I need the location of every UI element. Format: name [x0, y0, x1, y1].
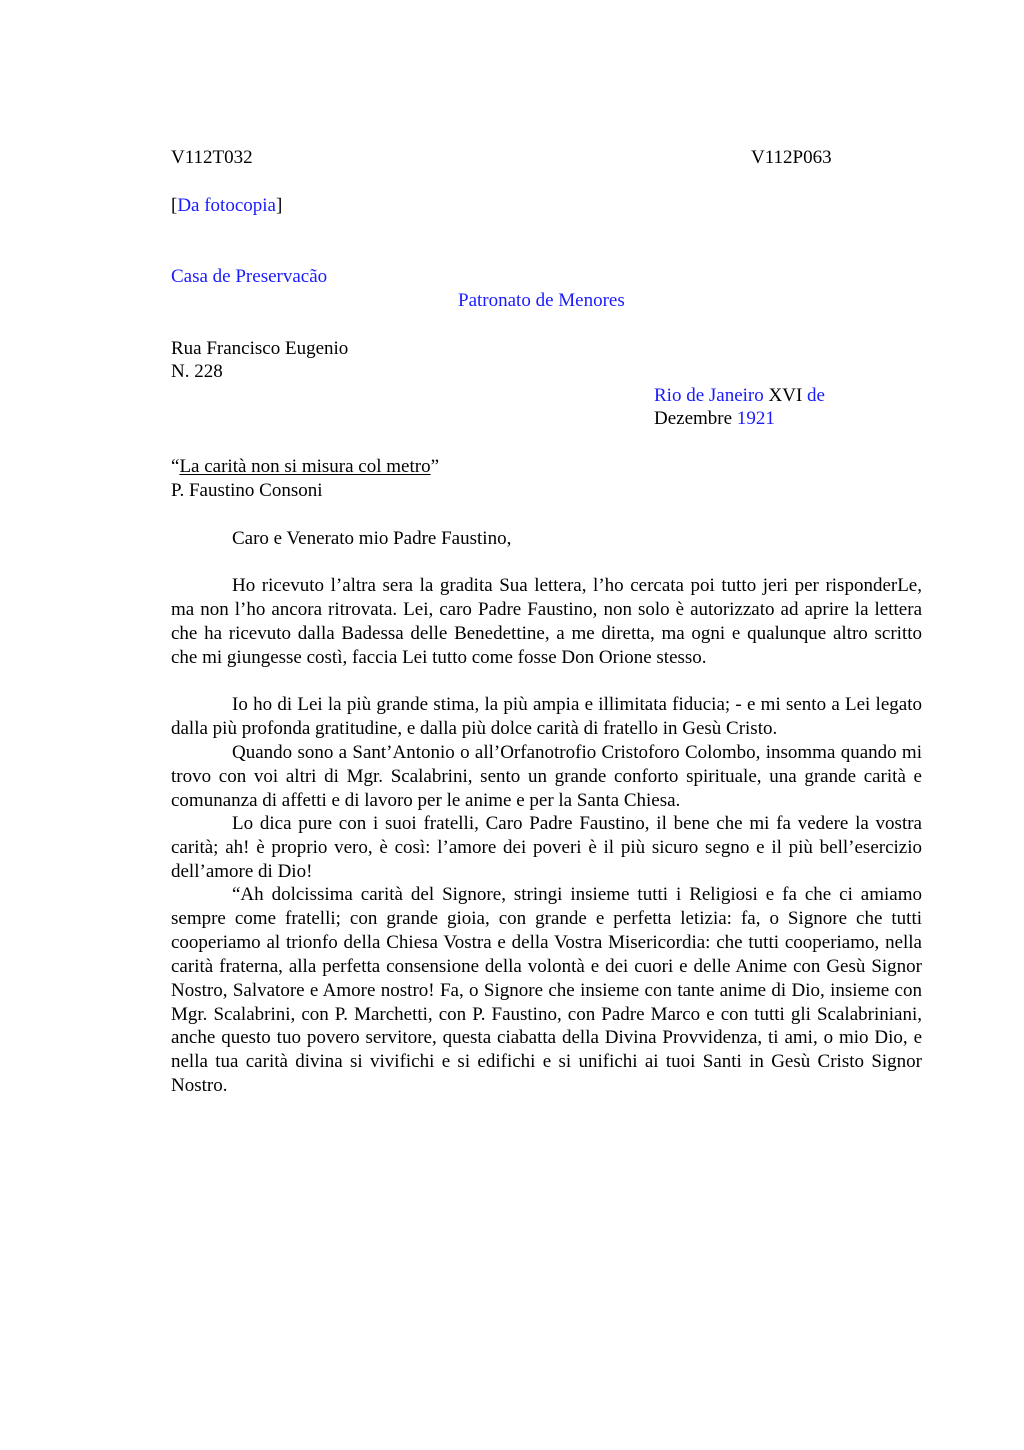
source-note-close-bracket: ] — [275, 195, 283, 216]
dateline-year: 1921 — [736, 408, 775, 429]
source-note — [171, 194, 282, 218]
address-street: Rua Francisco Eugenio — [171, 338, 349, 359]
letterhead-organization: Casa de Preservacão — [171, 266, 328, 287]
motto — [171, 455, 439, 479]
dateline-city: Rio de Janeiro — [654, 385, 764, 406]
address-number: N. 228 — [171, 361, 223, 382]
document-code-right: V112P063 — [751, 147, 832, 168]
salutation: Caro e Venerato mio Padre Faustino, — [232, 528, 512, 549]
dateline-de: de — [807, 385, 825, 406]
dateline-month: Dezembre — [654, 408, 733, 429]
dateline-second-line — [654, 407, 775, 431]
source-note-open-bracket: [ — [171, 195, 178, 216]
paragraph-5-prayer: “Ah dolcissima carità del Signore, stringi insieme tutti i Religiosi e fa che ci amiamo sempre come fratelli; con grande gioia, con grande e perfetta letizia: fa, o Signore che tutti cooperiamo al trionfo della Chiesa Vostra e della Vostra Misericordia: che tutti cooperiamo, nella carità fraterna, alla perfetta consensione della volontà e dei cuori e delle Anime con Gesù Signor Nostro, Salvatore e Amore nostro! Fa, o Signore che insieme con tante anime di Dio, insieme con Mgr. Scalabrini, con P. Marchetti, con P. Faustino, con Padre Marco e con tutti gli Scalabriniani, anche questo tuo povero servitore, questa ciabatta della Divina Provvidenza, ti ami, o mio Dio, e nella tua carità divina si vivifichi e si edifichi e si unifichi ai tuoi Santi in Gesù Cristo Signor Nostro. — [171, 884, 922, 1097]
dateline-first-line — [654, 384, 825, 408]
paragraph-3: Quando sono a Sant’Antonio o all’Orfanotrofio Cristoforo Colombo, insomma quando mi trovo con voi altri di Mgr. Scalabrini, sento un grande conforto spirituale, una grande carità e comunanza di affetti e di lavoro per le anime e per la Santa Chiesa. — [171, 742, 922, 811]
paragraph-2: Io ho di Lei la più grande stima, la più ampia e illimitata fiducia; - e mi sento a Lei legato dalla più profonda gratitudine, e dalla più dolce carità di fratello in Gesù Cristo. — [171, 694, 922, 739]
motto-open-quote: “ — [171, 456, 180, 477]
source-note-text: Da fotocopia — [177, 195, 276, 216]
motto-text: La carità non si misura col metro — [179, 456, 431, 477]
paragraph-1: Ho ricevuto l’altra sera la gradita Sua lettera, l’ho cercata poi tutto jeri per risponderLe, ma non l’ho ancora ritrovata. Lei, caro Padre Faustino, non solo è autorizzato ad aprire la lettera che ha ricevuto dalla Badessa delle Benedettine, a me diretta, ma ogni e qualunque altro scritto che mi giungesse costì, faccia Lei tutto come fosse Don Orione stesso. — [171, 575, 922, 668]
letterhead-suborganization: Patronato de Menores — [458, 290, 625, 311]
dateline-day: XVI — [768, 385, 803, 406]
paragraph-4: Lo dica pure con i suoi fratelli, Caro Padre Faustino, il bene che mi fa vedere la vostra carità; ah! è proprio vero, è così: l’amore dei poveri è il più sicuro segno e il più bell’esercizio dell’amore di Dio! — [171, 813, 922, 882]
motto-close-quote: ” — [430, 456, 440, 477]
recipient-name: P. Faustino Consoni — [171, 480, 323, 501]
document-code-left: V112T032 — [171, 147, 253, 168]
